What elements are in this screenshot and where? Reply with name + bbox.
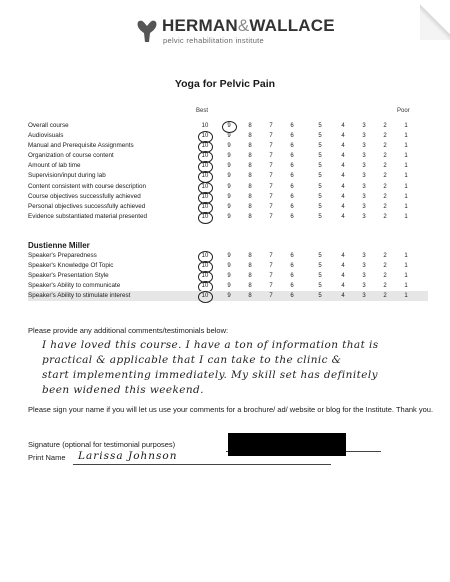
rating-option[interactable]: 3 — [362, 153, 366, 160]
rating-option[interactable]: 10 — [201, 183, 209, 190]
rating-option[interactable]: 1 — [404, 213, 408, 220]
rating-row — [28, 182, 428, 192]
speaker-rating-table — [28, 251, 428, 301]
rating-option[interactable]: 8 — [248, 263, 252, 270]
rating-option[interactable]: 5 — [318, 123, 322, 129]
rating-row-label: Personal objectives successfully achieved — [28, 202, 146, 210]
rating-option[interactable]: 7 — [269, 133, 273, 140]
rating-option[interactable]: 5 — [318, 153, 322, 160]
rating-option[interactable]: 9 — [227, 153, 231, 160]
rating-option[interactable]: 9 — [227, 143, 231, 150]
rating-option[interactable]: 1 — [404, 203, 408, 210]
rating-option[interactable]: 8 — [248, 283, 252, 290]
rating-option[interactable]: 5 — [318, 203, 322, 210]
rating-option[interactable]: 1 — [404, 283, 408, 290]
rating-option[interactable]: 3 — [362, 163, 366, 170]
rating-row — [28, 141, 428, 151]
rating-option[interactable]: 7 — [269, 273, 273, 280]
rating-option[interactable]: 3 — [362, 263, 366, 270]
rating-option[interactable]: 1 — [404, 153, 408, 160]
rating-option[interactable]: 6 — [290, 143, 294, 150]
rating-option[interactable]: 8 — [248, 273, 252, 280]
rating-option[interactable]: 4 — [341, 133, 345, 140]
rating-option[interactable]: 7 — [269, 203, 273, 210]
rating-option[interactable]: 5 — [318, 183, 322, 190]
rating-option[interactable]: 8 — [248, 163, 252, 170]
rating-option[interactable]: 6 — [290, 183, 294, 190]
rating-option[interactable]: 7 — [269, 263, 273, 270]
print-name-value: Larissa Johnson — [78, 450, 178, 462]
rating-option[interactable]: 6 — [290, 253, 294, 259]
rating-row-label: Speaker's Presentation Style — [28, 272, 109, 280]
rating-option[interactable]: 6 — [290, 123, 294, 129]
rating-option[interactable]: 9 — [227, 263, 231, 270]
rating-option[interactable]: 7 — [269, 183, 273, 190]
rating-option[interactable]: 6 — [290, 283, 294, 290]
rating-option[interactable]: 7 — [269, 153, 273, 160]
signature-label: Signature (optional for testimonial purposes) — [28, 440, 176, 449]
rating-row — [28, 271, 428, 281]
rating-option[interactable]: 9 — [227, 173, 231, 180]
rating-option[interactable]: 7 — [269, 253, 273, 259]
rating-row-label: Speaker's Ability to stimulate interest — [28, 292, 131, 300]
rating-option[interactable]: 1 — [404, 263, 408, 270]
rating-option[interactable]: 9 — [227, 273, 231, 280]
rating-option[interactable]: 4 — [341, 183, 345, 190]
rating-row — [28, 202, 428, 212]
rating-option[interactable]: 10 — [201, 133, 209, 140]
rating-option[interactable]: 4 — [341, 273, 345, 280]
rating-option[interactable]: 2 — [383, 133, 387, 140]
rating-option[interactable]: 8 — [248, 253, 252, 259]
rating-option[interactable]: 3 — [362, 143, 366, 150]
rating-row — [28, 151, 428, 161]
rating-option[interactable]: 4 — [341, 213, 345, 220]
rating-option[interactable]: 8 — [248, 153, 252, 160]
scale-best-label: Best — [196, 108, 209, 114]
rating-option[interactable]: 7 — [269, 163, 273, 170]
rating-option[interactable]: 3 — [362, 203, 366, 210]
rating-option[interactable]: 1 — [404, 163, 408, 170]
rating-option[interactable]: 7 — [269, 193, 273, 200]
rating-row-label: Speaker's Preparedness — [28, 252, 97, 259]
rating-option[interactable]: 8 — [248, 183, 252, 190]
rating-option[interactable]: 5 — [318, 253, 322, 259]
rating-option[interactable]: 7 — [269, 283, 273, 290]
rating-option[interactable]: 3 — [362, 293, 366, 300]
print-name-line[interactable] — [73, 464, 331, 465]
rating-option[interactable]: 8 — [248, 143, 252, 150]
rating-option[interactable]: 7 — [269, 123, 273, 129]
rating-row — [28, 161, 428, 171]
page-corner-fold — [420, 0, 450, 40]
rating-option[interactable]: 4 — [341, 173, 345, 180]
signature-instructions: Please sign your name if you will let us use your comments for a brochure/ ad/ website or blog for the Institute. Thank you. — [28, 405, 434, 414]
rating-row — [28, 192, 428, 202]
rating-option[interactable]: 9 — [227, 123, 231, 129]
rating-row-label: Amount of lab time — [28, 162, 81, 170]
rating-option[interactable]: 10 — [201, 283, 209, 290]
selected-rating-circle — [198, 291, 213, 303]
rating-option[interactable]: 5 — [318, 213, 322, 220]
comment-line: practical & applicable that I can take to the clinic & — [42, 354, 342, 366]
rating-row-label: Overall course — [28, 122, 69, 129]
course-rating-table — [28, 121, 428, 222]
rating-option[interactable]: 2 — [383, 203, 387, 210]
rating-option[interactable]: 1 — [404, 173, 408, 180]
rating-option[interactable]: 9 — [227, 163, 231, 170]
rating-option[interactable]: 6 — [290, 263, 294, 270]
rating-option[interactable]: 2 — [383, 143, 387, 150]
course-title: Yoga for Pelvic Pain — [174, 78, 276, 90]
rating-option[interactable]: 8 — [248, 203, 252, 210]
rating-row-label: Manual and Prerequisite Assignments — [28, 142, 134, 150]
rating-option[interactable]: 10 — [201, 293, 209, 300]
rating-row-label: Supervision/input during lab — [28, 172, 106, 180]
rating-option[interactable]: 5 — [318, 143, 322, 150]
rating-row-label: Course objectives successfully achieved — [28, 192, 141, 200]
rating-option[interactable]: 2 — [383, 293, 387, 300]
rating-option[interactable]: 2 — [383, 183, 387, 190]
rating-option[interactable]: 6 — [290, 293, 294, 300]
rating-option[interactable]: 6 — [290, 213, 294, 220]
rating-option[interactable]: 1 — [404, 123, 408, 129]
rating-option[interactable]: 4 — [341, 143, 345, 150]
rating-option[interactable]: 10 — [201, 193, 209, 200]
rating-row-label: Audiovisuals — [28, 132, 64, 140]
rating-row — [28, 251, 428, 261]
comment-line: I have loved this course. I have a ton of information that is — [42, 339, 379, 351]
rating-option[interactable]: 9 — [227, 183, 231, 190]
rating-option[interactable]: 7 — [269, 213, 273, 220]
rating-option[interactable]: 3 — [362, 273, 366, 280]
rating-option[interactable]: 5 — [318, 293, 322, 300]
rating-option[interactable]: 10 — [201, 143, 209, 150]
rating-option[interactable]: 1 — [404, 143, 408, 150]
rating-row — [28, 121, 428, 131]
rating-option[interactable]: 9 — [227, 253, 231, 259]
rating-option[interactable]: 6 — [290, 163, 294, 170]
rating-option[interactable]: 8 — [248, 173, 252, 180]
rating-option[interactable]: 5 — [318, 283, 322, 290]
rating-option[interactable]: 7 — [269, 173, 273, 180]
rating-option[interactable]: 2 — [383, 263, 387, 270]
rating-option[interactable]: 1 — [404, 253, 408, 259]
rating-option[interactable]: 9 — [227, 293, 231, 300]
rating-row — [28, 281, 428, 291]
rating-option[interactable]: 2 — [383, 253, 387, 259]
rating-option[interactable]: 5 — [318, 173, 322, 180]
rating-option[interactable]: 4 — [341, 293, 345, 300]
rating-option[interactable]: 2 — [383, 123, 387, 129]
rating-row-label: Evidence substantiated material presented — [28, 212, 148, 220]
redacted-signature — [228, 433, 346, 456]
rating-option[interactable]: 4 — [341, 163, 345, 170]
rating-option[interactable]: 10 — [201, 263, 209, 270]
comment-line: been widened this weekend. — [42, 384, 204, 396]
rating-option[interactable]: 9 — [227, 133, 231, 140]
rating-option[interactable]: 10 — [201, 273, 209, 280]
rating-option[interactable]: 3 — [362, 183, 366, 190]
rating-row — [28, 131, 428, 141]
rating-option[interactable]: 3 — [362, 283, 366, 290]
rating-option[interactable]: 10 — [201, 123, 209, 129]
rating-option[interactable]: 10 — [201, 213, 209, 220]
rating-option[interactable]: 8 — [248, 133, 252, 140]
rating-option[interactable]: 3 — [362, 213, 366, 220]
rating-option[interactable]: 9 — [227, 283, 231, 290]
rating-option[interactable]: 6 — [290, 273, 294, 280]
rating-option[interactable]: 6 — [290, 153, 294, 160]
rating-option[interactable]: 4 — [341, 153, 345, 160]
speaker-name: Dustienne Miller — [28, 241, 90, 250]
scale-poor-label: Poor — [397, 108, 410, 114]
rating-option[interactable]: 1 — [404, 293, 408, 300]
rating-option[interactable]: 8 — [248, 123, 252, 129]
rating-option[interactable]: 2 — [383, 173, 387, 180]
rating-option[interactable]: 1 — [404, 193, 408, 200]
rating-option[interactable]: 3 — [362, 133, 366, 140]
rating-option[interactable]: 10 — [201, 163, 209, 170]
rating-option[interactable]: 1 — [404, 183, 408, 190]
comment-line: start implementing immediately. My skill set has definitely — [42, 369, 378, 381]
rating-option[interactable]: 3 — [362, 193, 366, 200]
rating-option[interactable]: 5 — [318, 193, 322, 200]
rating-option[interactable]: 10 — [201, 253, 209, 259]
rating-option[interactable]: 3 — [362, 123, 366, 129]
rating-option[interactable]: 5 — [318, 133, 322, 140]
rating-row-label: Organization of course content — [28, 152, 114, 160]
rating-option[interactable]: 2 — [383, 153, 387, 160]
rating-option[interactable]: 4 — [341, 253, 345, 259]
rating-option[interactable]: 3 — [362, 253, 366, 259]
rating-row — [28, 291, 428, 301]
rating-row — [28, 171, 428, 181]
rating-row-label: Speaker's Ability to communicate — [28, 282, 121, 290]
rating-option[interactable]: 2 — [383, 213, 387, 220]
rating-option[interactable]: 5 — [318, 273, 322, 280]
rating-option[interactable]: 10 — [201, 153, 209, 160]
rating-option[interactable]: 6 — [290, 193, 294, 200]
rating-option[interactable]: 9 — [227, 193, 231, 200]
rating-row — [28, 261, 428, 271]
comments-prompt: Please provide any additional comments/testimonials below: — [28, 326, 229, 335]
rating-row — [28, 212, 428, 222]
rating-option[interactable]: 6 — [290, 203, 294, 210]
rating-option[interactable]: 2 — [383, 193, 387, 200]
rating-option[interactable]: 9 — [227, 213, 231, 220]
rating-option[interactable]: 7 — [269, 143, 273, 150]
rating-option[interactable]: 10 — [201, 173, 209, 180]
rating-option[interactable]: 9 — [227, 203, 231, 210]
selected-rating-circle — [198, 212, 213, 224]
rating-option[interactable]: 5 — [318, 263, 322, 270]
logo-subtitle: pelvic rehabilitation institute — [163, 36, 265, 45]
rating-option[interactable]: 2 — [383, 273, 387, 280]
pelvis-logo-icon — [136, 18, 158, 44]
rating-option[interactable]: 8 — [248, 293, 252, 300]
rating-option[interactable]: 1 — [404, 273, 408, 280]
logo-wordmark: HERMAN&WALLACE — [162, 16, 335, 35]
print-name-label: Print Name — [28, 453, 66, 462]
rating-option[interactable]: 4 — [341, 123, 345, 129]
rating-option[interactable]: 6 — [290, 173, 294, 180]
rating-option[interactable]: 4 — [341, 283, 345, 290]
rating-option[interactable]: 5 — [318, 163, 322, 170]
rating-option[interactable]: 8 — [248, 193, 252, 200]
rating-option[interactable]: 4 — [341, 193, 345, 200]
rating-option[interactable]: 2 — [383, 283, 387, 290]
rating-option[interactable]: 8 — [248, 213, 252, 220]
rating-option[interactable]: 6 — [290, 133, 294, 140]
rating-option[interactable]: 4 — [341, 203, 345, 210]
rating-option[interactable]: 1 — [404, 133, 408, 140]
rating-row-label: Content consistent with course description — [28, 182, 146, 190]
rating-option[interactable]: 3 — [362, 173, 366, 180]
rating-option[interactable]: 4 — [341, 263, 345, 270]
rating-option[interactable]: 10 — [201, 203, 209, 210]
rating-row-label: Speaker's Knowledge Of Topic — [28, 262, 114, 270]
rating-option[interactable]: 2 — [383, 163, 387, 170]
rating-option[interactable]: 7 — [269, 293, 273, 300]
herman-wallace-logo — [136, 16, 336, 50]
